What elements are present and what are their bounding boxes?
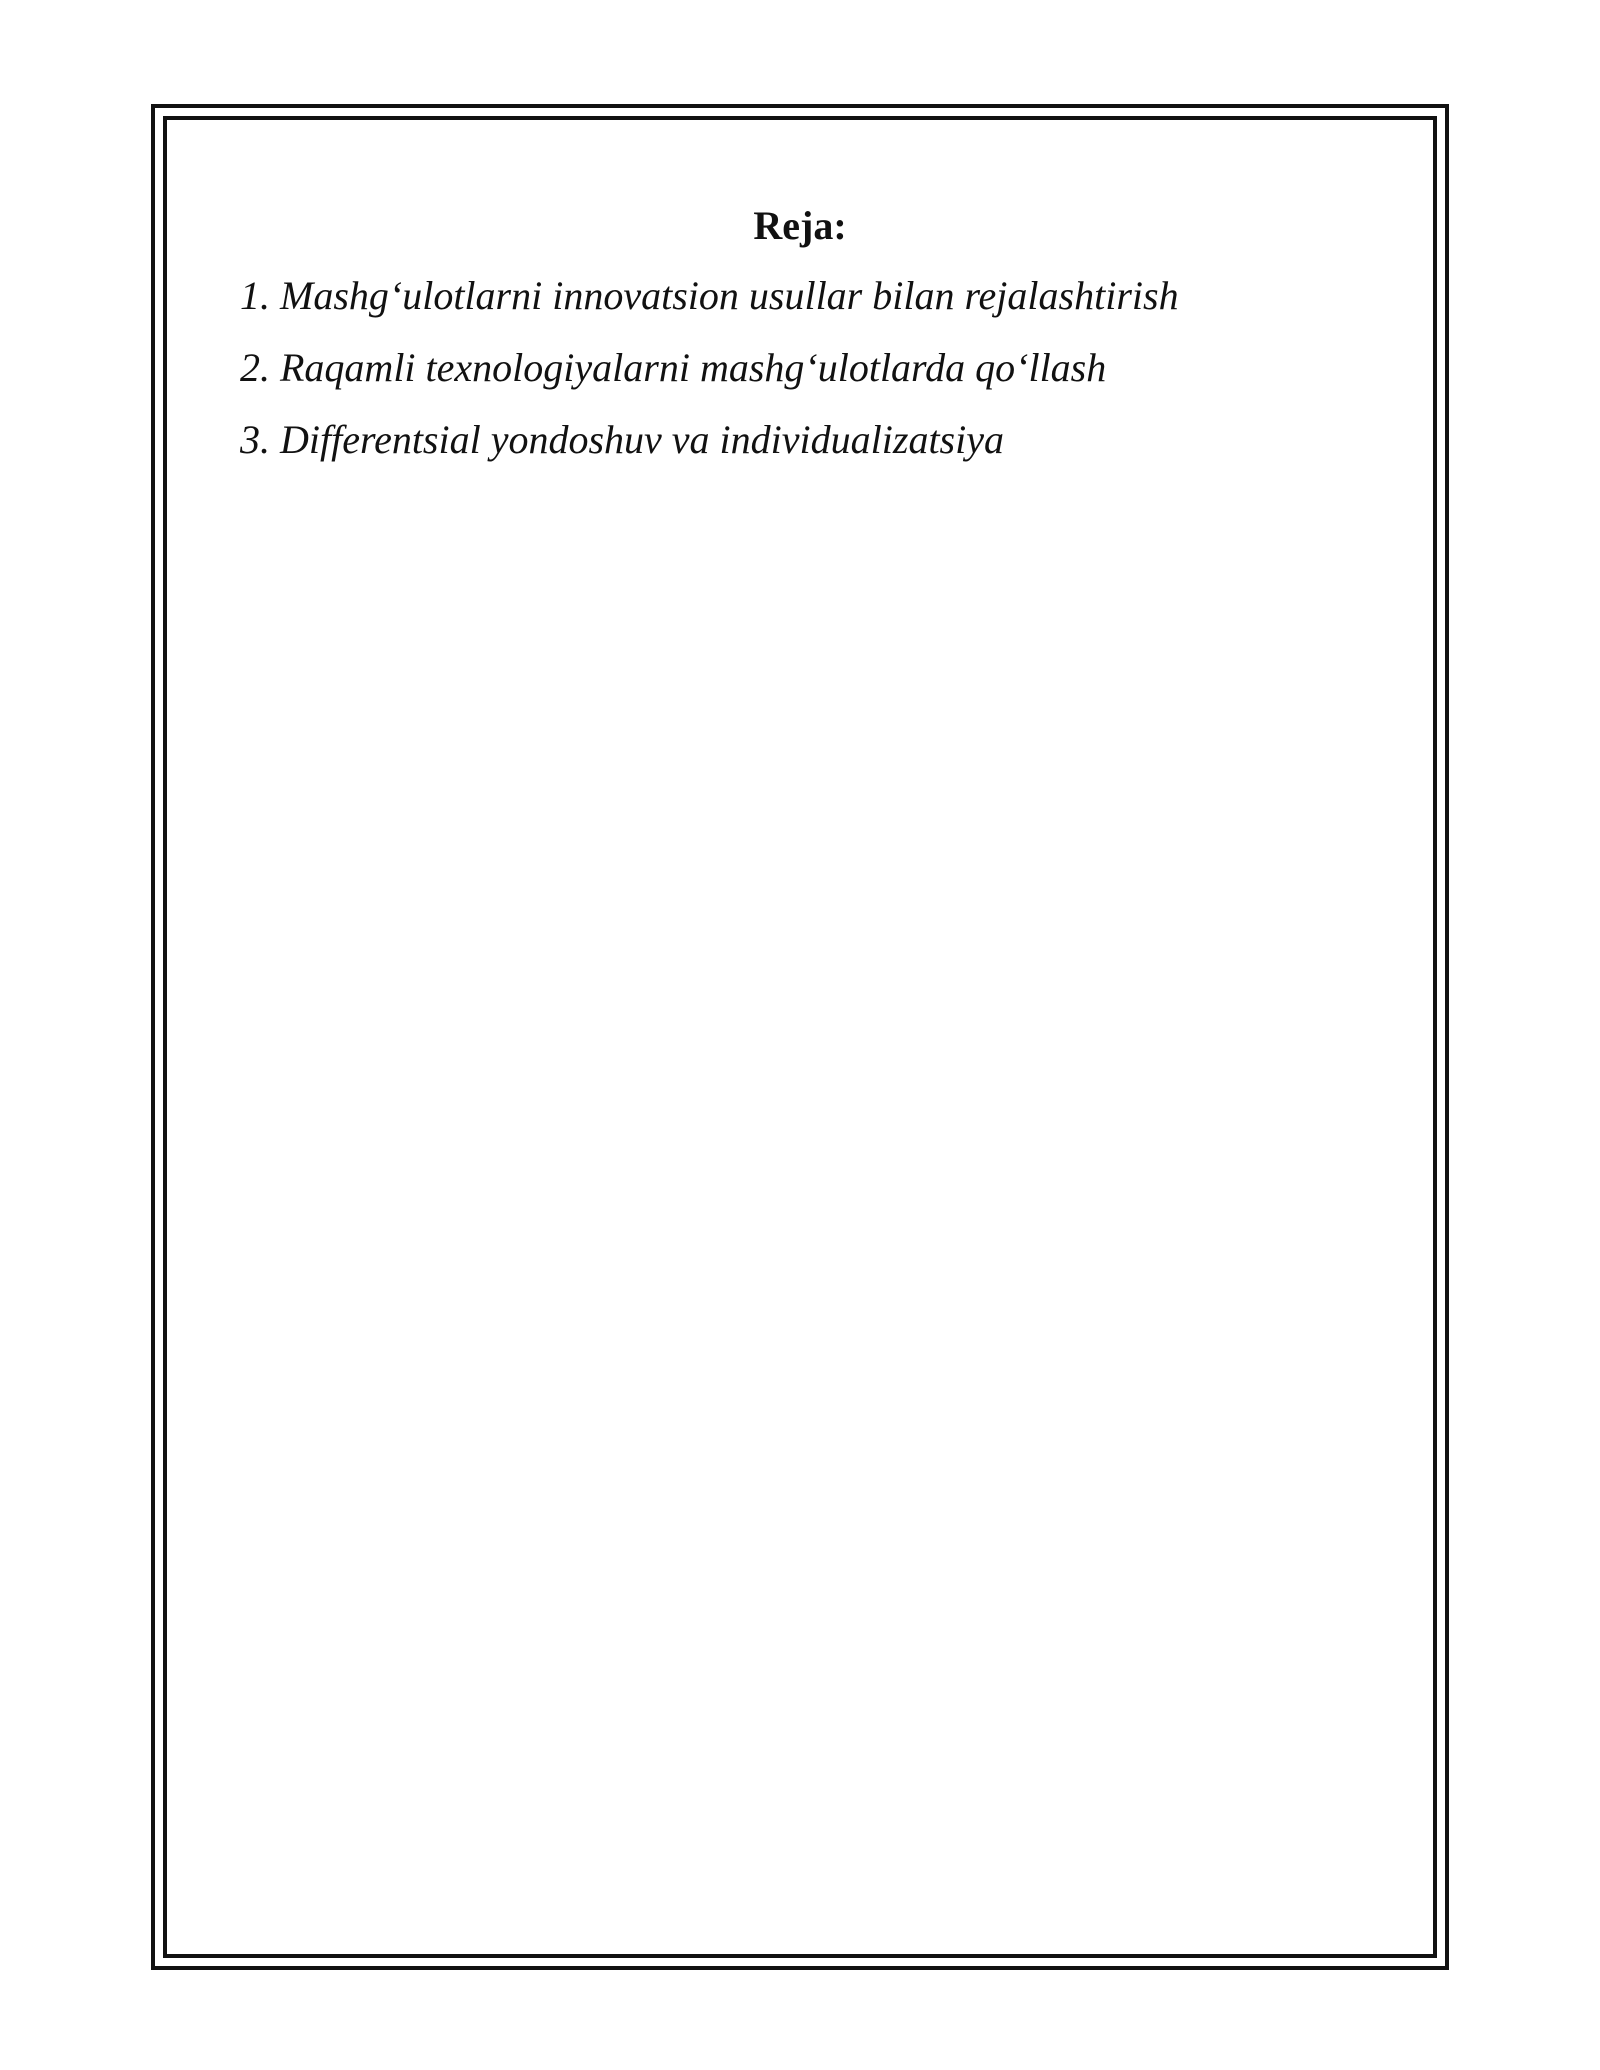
page-border-inner [163,116,1437,1958]
plan-item-1: 1. Mashg‘ulotlarni innovatsion usullar bilan rejalashtirish [240,273,1179,318]
page-title: Reja: [753,203,847,248]
page-border-outer [151,104,1449,1970]
plan-list [240,268,1179,484]
plan-item-2: 2. Raqamli texnologiyalarni mashg‘ulotlarda qo‘llash [240,345,1107,390]
plan-item-3: 3. Differentsial yondoshuv va individualizatsiya [240,417,1004,462]
